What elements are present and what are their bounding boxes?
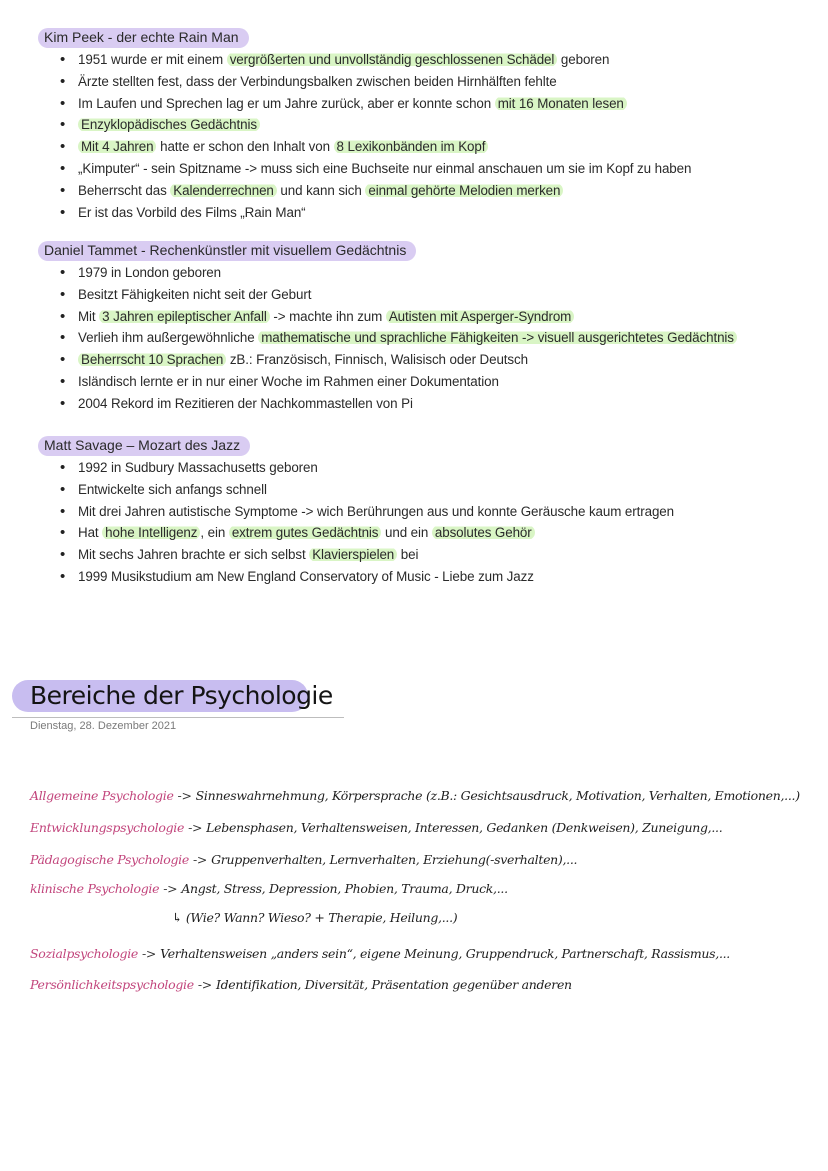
- highlighted-text: Klavierspielen: [309, 547, 397, 562]
- highlighted-text: einmal gehörte Melodien merken: [365, 183, 563, 198]
- note-term: Entwicklungspsychologie: [30, 820, 185, 835]
- arrow-icon: ->: [177, 788, 192, 803]
- note-row: [30, 881, 508, 896]
- bullet-text: 1992 in Sudbury Massachusetts geboren: [78, 460, 318, 475]
- bullet-text: Verlieh ihm außergewöhnliche: [78, 330, 259, 346]
- highlighted-text: absolutes Gehör: [432, 525, 535, 540]
- note-row: [30, 820, 722, 835]
- section-matt-savage: [38, 436, 798, 588]
- highlighted-text: Mit 4 Jahren: [78, 139, 156, 154]
- bullet-item: [60, 180, 798, 202]
- arrow-icon: ->: [197, 977, 212, 992]
- page-title: Bereiche der Psychologie: [30, 681, 333, 710]
- note-text: Identifikation, Diversität, Präsentation gegenüber anderen: [215, 977, 572, 992]
- bullet-text: Ärzte stellten fest, dass der Verbindungsbalken zwischen beiden Hirnhälften fehlte: [78, 73, 557, 89]
- section-heading: Matt Savage – Mozart des Jazz: [38, 436, 250, 456]
- note-text: Angst, Stress, Depression, Phobien, Trauma, Druck,...: [181, 881, 508, 896]
- highlighted-text: 3 Jahren epileptischer Anfall: [99, 309, 270, 324]
- note-text: Lebensphasen, Verhaltensweisen, Interessen, Gedanken (Denkweisen), Zuneigung,...: [206, 820, 723, 835]
- note-row: [30, 946, 730, 961]
- bullet-text: Im Laufen und Sprechen lag er um Jahre zurück, aber er konnte schon: [78, 95, 495, 111]
- bullet-text: -> machte ihn zum: [269, 308, 386, 324]
- bullet-text: „Kimputer“ - sein Spitzname -> muss sich eine Buchseite nur einmal anschauen um sie im Kopf zu haben: [78, 160, 692, 176]
- bullet-text: 1999 Musikstudium am New England Conservatory of Music - Liebe zum Jazz: [78, 568, 534, 584]
- bullet-item: [60, 544, 798, 566]
- highlighted-text: Enzyklopädisches Gedächtnis: [78, 117, 260, 132]
- bullet-item: [60, 566, 798, 588]
- bullet-text: bei: [397, 547, 419, 563]
- arrow-icon: ->: [192, 852, 208, 867]
- page-date: Dienstag, 28. Dezember 2021: [30, 720, 177, 732]
- bullet-item: [60, 49, 798, 71]
- bullet-item: [60, 393, 798, 415]
- note-term: klinische Psychologie: [30, 881, 160, 896]
- note-text: Verhaltensweisen „anders sein“, eigene Meinung, Gruppendruck, Partnerschaft, Rassismus,...: [160, 946, 730, 961]
- bullet-text: Entwickelte sich anfangs schnell: [78, 481, 267, 497]
- bullet-list: [38, 49, 798, 223]
- bullet-text: und kann sich: [276, 182, 366, 198]
- note-term: Pädagogische Psychologie: [30, 852, 189, 867]
- bullet-text: geboren: [557, 52, 610, 67]
- bullet-item: [60, 202, 798, 224]
- highlighted-text: Kalenderrechnen: [170, 183, 277, 198]
- bullet-text: 1951 wurde er mit einem: [78, 52, 227, 67]
- note-term: Sozialpsychologie: [30, 946, 138, 961]
- highlighted-text: Autisten mit Asperger-Syndrom: [386, 309, 574, 324]
- bullet-item: [60, 284, 798, 306]
- section-daniel-tammet: [38, 241, 798, 415]
- bullet-text: Beherrscht das: [78, 182, 171, 198]
- note-text: ↳ (Wie? Wann? Wieso? + Therapie, Heilung,...): [172, 910, 458, 925]
- bullet-item: [60, 93, 798, 115]
- bullet-text: Besitzt Fähigkeiten nicht seit der Geburt: [78, 286, 312, 302]
- highlighted-text: vergrößerten und unvollständig geschlossenen Schädel: [227, 52, 558, 67]
- bullet-text: Mit drei Jahren autistische Symptome -> wich Berührungen aus und konnte Geräusche kaum ertragen: [78, 503, 675, 519]
- bullet-text: Mit: [78, 308, 100, 324]
- arrow-icon: ->: [163, 881, 178, 896]
- highlighted-text: Beherrscht 10 Sprachen: [78, 352, 226, 367]
- bullet-text: und ein: [381, 525, 432, 541]
- note-row: [30, 977, 572, 992]
- bullet-item: [60, 114, 798, 136]
- note-row: [172, 910, 457, 925]
- bullet-text: 1979 in London geboren: [78, 265, 221, 280]
- bullet-item: [60, 457, 798, 479]
- bullet-item: [60, 306, 798, 328]
- bullet-text: Er ist das Vorbild des Films „Rain Man“: [78, 204, 306, 220]
- highlighted-text: 8 Lexikonbänden im Kopf: [334, 139, 489, 154]
- bullet-item: [60, 158, 798, 180]
- note-row: [30, 788, 800, 803]
- bullet-list: [38, 457, 798, 588]
- highlighted-text: hohe Intelligenz: [102, 525, 200, 540]
- bullet-item: [60, 522, 798, 544]
- note-text: Sinneswahrnehmung, Körpersprache (z.B.: Gesichtsausdruck, Motivation, Verhalten, Emotionen,...): [195, 788, 800, 803]
- highlighted-text: mit 16 Monaten lesen: [495, 96, 627, 111]
- bullet-text: Isländisch lernte er in nur einer Woche im Rahmen einer Dokumentation: [78, 373, 499, 389]
- arrow-icon: ->: [188, 820, 203, 835]
- bullet-item: [60, 262, 798, 284]
- title-divider: [12, 717, 344, 718]
- note-term: Persönlichkeitspsychologie: [30, 977, 194, 992]
- section-kim-peek: [38, 28, 798, 223]
- bullet-text: Hat: [78, 525, 103, 541]
- arrow-icon: ->: [142, 946, 157, 961]
- section-heading: Daniel Tammet - Rechenkünstler mit visuellem Gedächtnis: [38, 241, 416, 261]
- note-text: Gruppenverhalten, Lernverhalten, Erziehung(-sverhalten),...: [211, 852, 578, 867]
- highlighted-text: extrem gutes Gedächtnis: [229, 525, 382, 540]
- bullet-item: [60, 371, 798, 393]
- bullet-item: [60, 501, 798, 523]
- bullet-item: [60, 349, 798, 371]
- note-term: Allgemeine Psychologie: [30, 788, 174, 803]
- bullet-item: [60, 136, 798, 158]
- bullet-text: hatte er schon den Inhalt von: [156, 139, 334, 155]
- highlighted-text: mathematische und sprachliche Fähigkeiten -> visuell ausgerichtetes Gedächtnis: [258, 330, 737, 345]
- note-row: [30, 852, 577, 867]
- bullet-item: [60, 71, 798, 93]
- section-heading: Kim Peek - der echte Rain Man: [38, 28, 249, 48]
- bullet-list: [38, 262, 798, 415]
- bullet-item: [60, 327, 798, 349]
- bullet-item: [60, 479, 798, 501]
- bullet-text: zB.: Französisch, Finnisch, Walisisch oder Deutsch: [226, 352, 528, 368]
- bullet-text: , ein: [200, 525, 229, 541]
- bullet-text: Mit sechs Jahren brachte er sich selbst: [78, 547, 310, 563]
- bullet-text: 2004 Rekord im Rezitieren der Nachkommastellen von Pi: [78, 395, 413, 411]
